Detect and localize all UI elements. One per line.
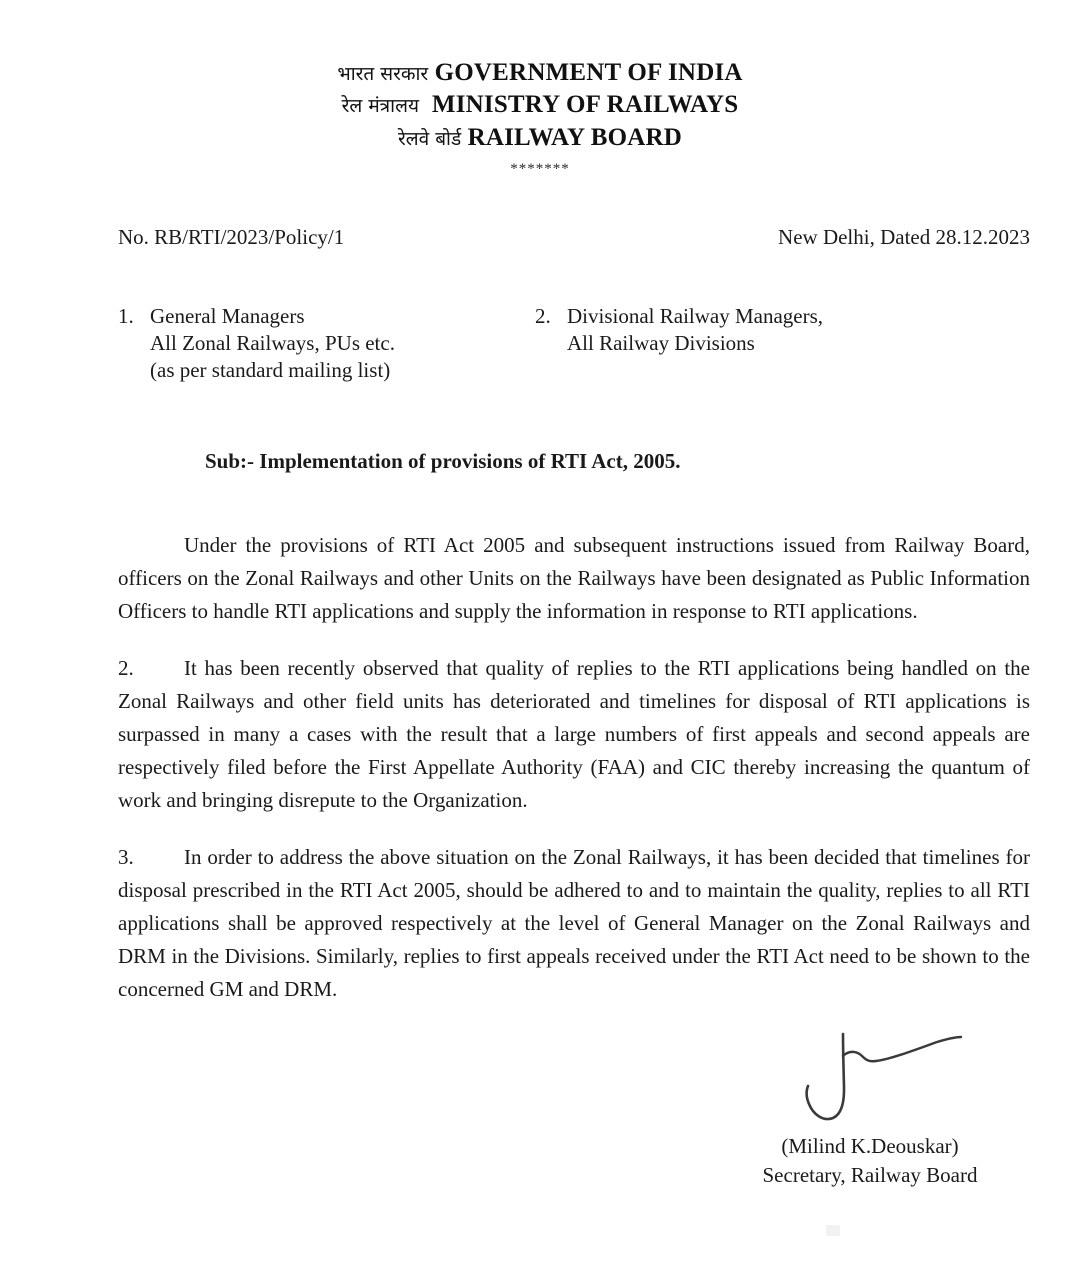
place-and-date: New Delhi, Dated 28.12.2023 — [778, 225, 1030, 249]
document-body — [118, 529, 1030, 1030]
letterhead-english-board: RAILWAY BOARD — [467, 124, 683, 151]
addressee-entry — [535, 303, 1030, 357]
body-paragraph-3 — [118, 841, 1030, 1006]
letterhead-line-government — [0, 58, 1080, 89]
paragraph-text: In order to address the above situation on the Zonal Railways, it has been decided that timelines for disposal prescribed in the RTI Act 2005, should be adhered to and to maintain the quality, replies to all RTI applications shall be approved respectively at the level of General Manager on the Zonal Railways and DRM in the Divisions. Similarly, replies to first appeals received under the RTI Act need to be shown to the concerned GM and DRM. — [118, 845, 1030, 1001]
addressee-line: All Railway Divisions — [567, 331, 755, 355]
addressee-line: All Zonal Railways, PUs etc. — [150, 331, 395, 355]
reference-row — [118, 224, 1030, 250]
addressee-line: Divisional Railway Managers, — [567, 304, 824, 328]
addressee-block — [118, 303, 1030, 384]
handwritten-signature-icon — [700, 1028, 1040, 1132]
addressee-line: (as per standard mailing list) — [150, 358, 391, 382]
signatory-designation: Secretary, Railway Board — [762, 1163, 978, 1187]
scan-artifact — [826, 1225, 840, 1236]
addressee-column-right — [535, 303, 1030, 384]
reference-number: No. RB/RTI/2023/Policy/1 — [118, 225, 345, 249]
letterhead-line-board — [0, 122, 1080, 155]
letterhead-english-government: GOVERNMENT OF INDIA — [434, 59, 743, 86]
letterhead-english-ministry: MINISTRY OF RAILWAYS — [431, 91, 739, 118]
body-paragraph-2 — [118, 652, 1030, 817]
addressee-number: 1. — [118, 304, 134, 328]
letterhead-devanagari-government: भारत सरकार — [337, 63, 429, 85]
signatory-name: (Milind K.Deouskar) — [781, 1134, 959, 1158]
addressee-entry — [118, 303, 535, 384]
addressee-number: 2. — [535, 304, 551, 328]
paragraph-text: It has been recently observed that quality of replies to the RTI applications being handled on the Zonal Railways and other field units has deteriorated and timelines for disposal of RTI applications is surpassed in many a cases with the result that a large numbers of first appeals and second appeals are respectively filed before the First Appellate Authority (FAA) and CIC thereby increasing the quantum of work and bringing disrepute to the Organization. — [118, 656, 1030, 812]
paragraph-number: 2. — [118, 656, 134, 680]
letterhead-star-separator: ******* — [510, 161, 570, 177]
letterhead-devanagari-board: रेलवे बोर्ड — [397, 128, 462, 150]
addressee-line: General Managers — [150, 304, 305, 328]
letterhead-line-ministry — [0, 89, 1080, 122]
signature-block — [700, 1028, 1040, 1190]
addressee-column-left — [118, 303, 535, 384]
letterhead-devanagari-ministry: रेल मंत्रालय — [341, 95, 419, 117]
body-paragraph-1: Under the provisions of RTI Act 2005 and subsequent instructions issued from Railway Board, officers on the Zonal Railways and other Units on the Railways have been designated as Public Information Officers to handle RTI applications and supply the information in response to RTI applications. — [118, 533, 1030, 623]
subject-line: Sub:- Implementation of provisions of RTI Act, 2005. — [205, 449, 681, 473]
paragraph-number: 3. — [118, 845, 134, 869]
letterhead — [0, 58, 1080, 179]
